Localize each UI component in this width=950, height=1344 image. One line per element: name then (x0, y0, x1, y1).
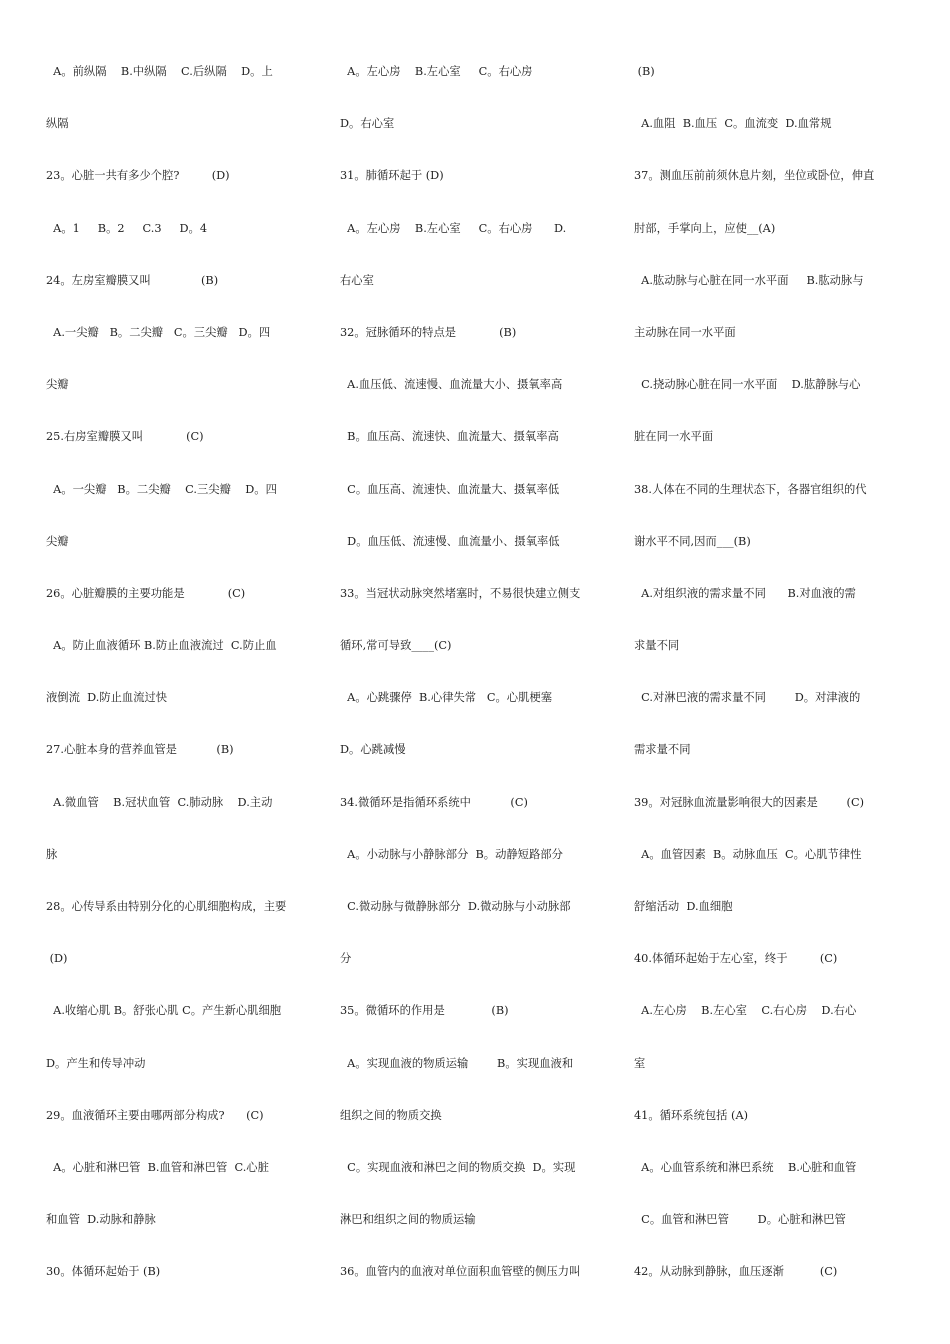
text-line: D。心跳减慢 (340, 743, 406, 757)
text-line: 肘部，手掌向上，应使__(A) (634, 221, 776, 235)
text-line: 和血管 D.动脉和静脉 (46, 1213, 156, 1227)
text-line: A.肱动脉与心脏在同一水平面 B.肱动脉与 (634, 273, 864, 287)
text-line: A。心跳骤停 B.心律失常 C。心肌梗塞 (340, 691, 552, 705)
text-line: D。血压低、流速慢、血流量小、摄氧率低 (340, 534, 560, 548)
text-line: D。右心室 (340, 117, 395, 131)
text-line: 求量不同 (634, 639, 680, 653)
text-line: 28。心传导系由特别分化的心肌细胞构成，主要 (46, 900, 287, 913)
text-line: 31。肺循环起于 (D) (340, 169, 444, 183)
text-line: 42。从动脉到静脉，血压逐渐 (C) (634, 1265, 838, 1279)
text-line: 液倒流 D.防止血流过快 (46, 691, 168, 705)
text-line: C。血管和淋巴管 D。心脏和淋巴管 (634, 1213, 846, 1227)
text-line: C.挠动脉心脏在同一水平面 D.肱静脉与心 (634, 378, 861, 392)
text-line: 37。测血压前前须休息片刻，坐位或卧位，伸直 (634, 169, 875, 183)
text-line: A。1 B。2 C.3 D。4 (46, 221, 208, 235)
text-line: 需求量不同 (634, 743, 691, 757)
text-line: 循环,常可导致____(C) (340, 639, 452, 653)
text-line: 36。血管内的血液对单位面积血管壁的侧压力叫 (340, 1265, 581, 1279)
text-line: A。左心房 B.左心室 C。右心房 D. (340, 221, 567, 235)
text-line: D。产生和传导冲动 (46, 1056, 146, 1070)
text-line: 分 (340, 952, 352, 966)
text-line: A.血压低、流速慢、血流量大小、摄氧率高 (340, 378, 563, 392)
column-left (46, 62, 318, 1315)
text-line: 舒缩活动 D.血细胞 (634, 900, 733, 913)
text-line: 26。心脏瓣膜的主要功能是 (C) (46, 586, 246, 600)
text-line: A。一尖瓣 B。二尖瓣 C.三尖瓣 D。四 (46, 482, 277, 496)
text-line: C.对淋巴液的需求量不同 D。对津液的 (634, 691, 861, 705)
text-line: A。实现血液的物质运输 B。实现血液和 (340, 1056, 574, 1070)
text-line: B。血压高、流速快、血流量大、摄氧率高 (340, 430, 559, 444)
text-line: C。实现血液和淋巴之间的物质交换 D。实现 (340, 1160, 576, 1174)
text-line: 41。循环系统包括 (A) (634, 1108, 749, 1122)
text-line: 右心室 (340, 273, 374, 287)
text-line: 纵隔 (46, 117, 69, 131)
text-line: 32。冠脉循环的特点是 (B) (340, 325, 517, 339)
text-line: A.一尖瓣 B。二尖瓣 C。三尖瓣 D。四 (46, 325, 271, 339)
text-line: 组织之间的物质交换 (340, 1108, 442, 1122)
text-line: A。心血管系统和淋巴系统 B.心脏和血管 (634, 1160, 857, 1174)
column-middle (340, 62, 610, 1315)
text-line: 25.右房室瓣膜又叫 (C) (46, 430, 204, 444)
text-line: C.微动脉与微静脉部分 D.微动脉与小动脉部 (340, 900, 571, 913)
text-line: 34.微循环是指循环系统中 (C) (340, 795, 528, 809)
text-line: A。左心房 B.左心室 C。右心房 (340, 65, 533, 78)
text-line: A。小动脉与小静脉部分 B。动静短路部分 (340, 847, 563, 861)
column-right (634, 62, 906, 1315)
text-line: (B) (634, 65, 655, 78)
text-line: 脉 (46, 847, 58, 861)
text-line: (D) (46, 952, 68, 966)
text-line: 30。体循环起始于 (B) (46, 1265, 161, 1279)
text-line: 40.体循环起始于左心室，终于 (C) (634, 952, 838, 966)
text-line: A.收缩心肌 B。舒张心肌 C。产生新心肌细胞 (46, 1004, 282, 1018)
text-line: A.左心房 B.左心室 C.右心房 D.右心 (634, 1004, 857, 1018)
text-line: 29。血液循环主要由哪两部分构成? (C) (46, 1108, 264, 1122)
text-line: A.对组织液的需求量不同 B.对血液的需 (634, 586, 856, 600)
text-line: 33。当冠状动脉突然堵塞时，不易很快建立侧支 (340, 586, 581, 600)
text-line: A。心脏和淋巴管 B.血管和淋巴管 C.心脏 (46, 1160, 269, 1174)
text-line: 尖瓣 (46, 378, 69, 392)
text-line: A.微血管 B.冠状血管 C.肺动脉 D.主动 (46, 795, 273, 809)
text-line: C。血压高、流速快、血流量大、摄氧率低 (340, 482, 560, 496)
text-line: 38.人体在不同的生理状态下，各器官组织的代 (634, 482, 867, 496)
text-line: 谢水平不同,因而___(B) (634, 534, 751, 548)
text-line: 23。心脏一共有多少个腔? (D) (46, 169, 230, 183)
text-line: A。防止血液循环 B.防止血液流过 C.防止血 (46, 639, 277, 653)
text-line: 24。左房室瓣膜又叫 (B) (46, 273, 219, 287)
text-line: 27.心脏本身的营养血管是 (B) (46, 743, 234, 757)
text-line: 淋巴和组织之间的物质运输 (340, 1213, 476, 1227)
text-line: A.血阻 B.血压 C。血流变 D.血常规 (634, 117, 832, 131)
text-line: 室 (634, 1056, 646, 1070)
text-line: 39。对冠脉血流量影响很大的因素是 (C) (634, 795, 865, 809)
text-line: A。前纵隔 B.中纵隔 C.后纵隔 D。上 (46, 65, 273, 78)
text-line: 尖瓣 (46, 534, 69, 548)
text-line: 脏在同一水平面 (634, 430, 714, 444)
text-line: 主动脉在同一水平面 (634, 325, 736, 339)
text-line: 35。微循环的作用是 (B) (340, 1004, 509, 1018)
text-line: A。血管因素 B。动脉血压 C。心肌节律性 (634, 847, 862, 861)
